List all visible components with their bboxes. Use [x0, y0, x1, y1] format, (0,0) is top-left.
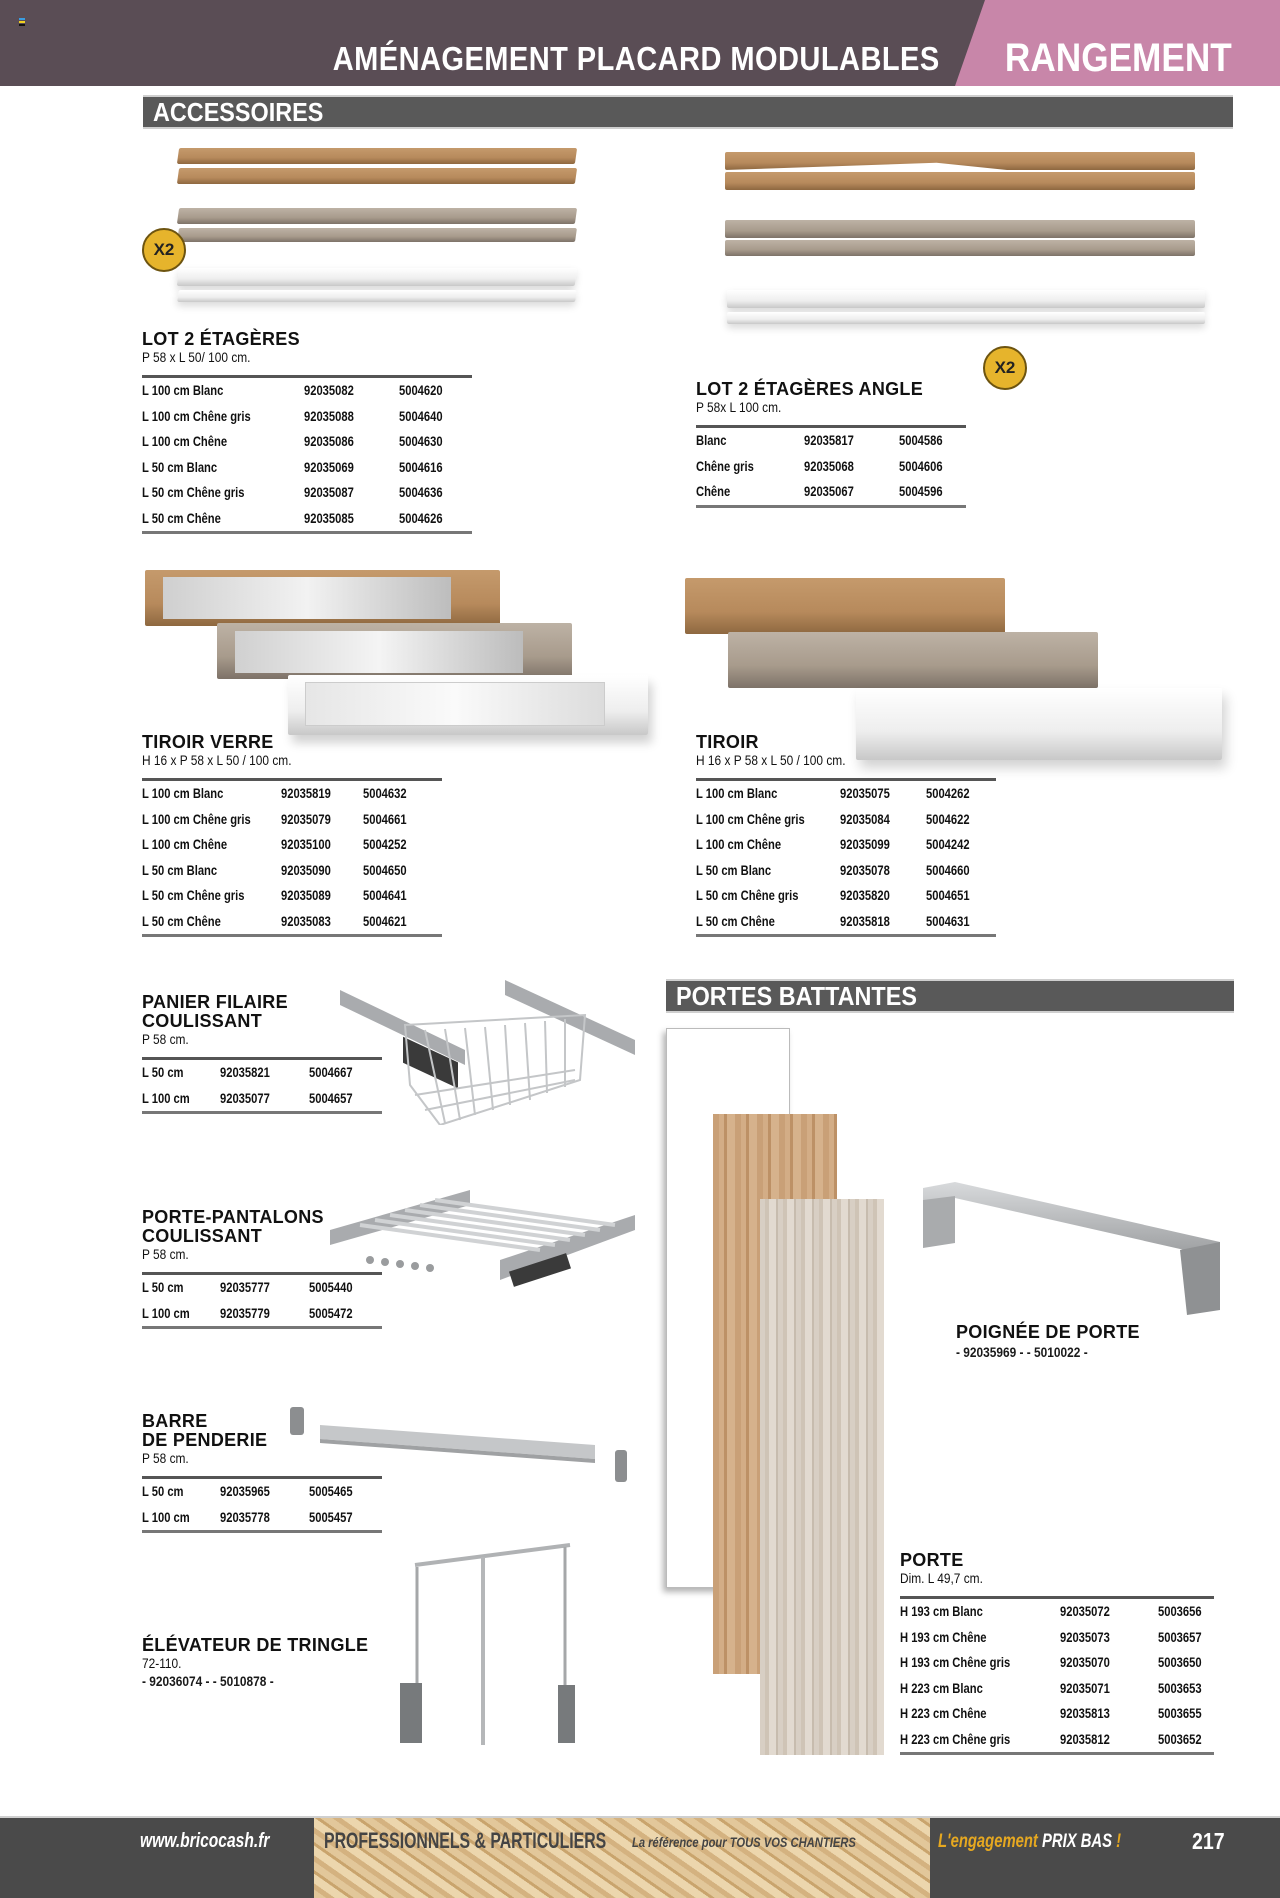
table-row: H 193 cm Chêne 92035073 5003657: [900, 1628, 1202, 1645]
table-row: L 50 cm Chêne gris 92035820 5004651: [696, 887, 970, 903]
product-dimensions: Dim. L 49,7 cm.: [900, 1570, 983, 1586]
quantity-badge: X2: [142, 228, 186, 272]
prix-bas-label: PRIX BAS: [1041, 1831, 1113, 1852]
reference-table: [142, 375, 472, 534]
reference-table: [696, 425, 966, 508]
footer-tagline: PROFESSIONNELS & PARTICULIERS: [324, 1828, 607, 1853]
product-references: - 92036074 - - 5010878 -: [142, 1673, 274, 1689]
product-title: LOT 2 ÉTAGÈRES ANGLE: [696, 379, 924, 399]
page-title: AMÉNAGEMENT PLACARD MODULABLES: [333, 40, 940, 77]
product-dimensions: P 58 cm.: [142, 1031, 189, 1047]
reference-table: [142, 1057, 382, 1114]
door-handle-image: [915, 1180, 1225, 1320]
corner-shelves-image: [715, 140, 1215, 340]
product-title: ÉLÉVATEUR DE TRINGLE: [142, 1635, 369, 1655]
table-row: H 193 cm Chêne gris 92035070 5003650: [900, 1654, 1202, 1670]
table-row: H 193 cm Blanc 92035072 5003656: [900, 1603, 1202, 1619]
table-row: L 100 cm Blanc 92035075 5004262: [696, 785, 970, 801]
product-title-line2: DE PENDERIE: [142, 1430, 268, 1450]
table-row: L 100 cm Chêne 92035100 5004252: [142, 836, 407, 852]
table-row: L 50 cm 92035821 5004667: [142, 1064, 353, 1080]
reference-table: [142, 1272, 382, 1329]
table-row: L 50 cm Chêne gris 92035089 5004641: [142, 887, 407, 903]
product-title: TIROIR: [696, 732, 759, 752]
product-dimensions: P 58 cm.: [142, 1246, 189, 1262]
wardrobe-lift-image: [395, 1535, 575, 1750]
shelves-image: [170, 140, 590, 320]
engagement-label: L'engagement: [938, 1831, 1038, 1852]
table-row: Blanc 92035817 5004586: [696, 432, 943, 448]
print-registration-mark: [19, 18, 25, 28]
table-row: L 50 cm Chêne gris 92035087 5004636: [142, 484, 443, 500]
table-row: L 50 cm Chêne 92035083 5004621: [142, 912, 407, 929]
table-row: H 223 cm Blanc 92035071 5003653: [900, 1679, 1202, 1696]
door-grey-oak-image: [760, 1199, 884, 1755]
table-row: L 100 cm Chêne gris 92035079 5004661: [142, 810, 407, 827]
table-row: L 50 cm Blanc 92035078 5004660: [696, 861, 970, 878]
footer-engagement: [938, 1831, 1121, 1853]
section-accessoires: [143, 95, 1233, 129]
page-number: 217: [1192, 1828, 1225, 1854]
table-row: H 223 cm Chêne 92035813 5003655: [900, 1705, 1202, 1721]
product-dimensions: P 58 cm.: [142, 1450, 189, 1466]
table-row: L 100 cm 92035779 5005472: [142, 1304, 353, 1321]
reference-table: [142, 778, 442, 937]
category-label: RANGEMENT: [1005, 36, 1232, 80]
table-row: Chêne 92035067 5004596: [696, 483, 943, 499]
product-tiroir-verre: [142, 733, 442, 937]
reference-table: [696, 778, 996, 937]
product-title: LOT 2 ÉTAGÈRES: [142, 329, 300, 349]
product-dimensions: P 58 x L 50/ 100 cm.: [142, 349, 251, 365]
table-row: L 100 cm Chêne gris 92035088 5004640: [142, 407, 443, 424]
product-porte: [900, 1551, 1214, 1755]
exclamation: !: [1116, 1831, 1122, 1852]
table-row: L 50 cm 92035777 5005440: [142, 1279, 353, 1295]
product-lot-etageres-angle: [696, 380, 966, 508]
table-row: L 50 cm 92035965 5005465: [142, 1483, 353, 1499]
table-row: L 100 cm 92035778 5005457: [142, 1508, 353, 1525]
product-title-line2: COULISSANT: [142, 1011, 262, 1031]
table-row: L 100 cm Blanc 92035082 5004620: [142, 382, 443, 398]
footer-reference: La référence pour TOUS VOS CHANTIERS: [632, 1834, 856, 1850]
product-title: PANIER FILAIRE: [142, 992, 288, 1012]
product-title: TIROIR VERRE: [142, 732, 274, 752]
product-title: POIGNÉE DE PORTE: [956, 1322, 1140, 1342]
product-dimensions: P 58x L 100 cm.: [696, 399, 782, 415]
product-references: - 92035969 - - 5010022 -: [956, 1344, 1088, 1360]
product-lot-etageres: [142, 330, 472, 534]
product-elevateur: [142, 1636, 382, 1689]
product-title: PORTE: [900, 1550, 964, 1570]
table-row: Chêne gris 92035068 5004606: [696, 457, 943, 474]
table-row: L 100 cm Chêne gris 92035084 5004622: [696, 810, 970, 827]
table-row: L 100 cm 92035077 5004657: [142, 1089, 353, 1106]
product-title-line2: COULISSANT: [142, 1226, 262, 1246]
section-title: PORTES BATTANTES: [676, 981, 917, 1011]
table-row: L 50 cm Blanc 92035090 5004650: [142, 861, 407, 878]
product-tiroir: [696, 733, 996, 937]
product-porte-pantalons: [142, 1208, 382, 1329]
table-row: L 100 cm Chêne 92035099 5004242: [696, 836, 970, 852]
glass-drawer-image: [145, 565, 655, 760]
product-dimensions: H 16 x P 58 x L 50 / 100 cm.: [142, 752, 292, 768]
reference-table: [900, 1596, 1214, 1755]
table-row: L 100 cm Blanc 92035819 5004632: [142, 785, 407, 801]
table-row: H 223 cm Chêne gris 92035812 5003652: [900, 1730, 1202, 1747]
product-title: PORTE-PANTALONS: [142, 1207, 324, 1227]
reference-table: [142, 1476, 382, 1533]
table-row: L 50 cm Chêne 92035818 5004631: [696, 912, 970, 929]
website-link[interactable]: www.bricocash.fr: [140, 1830, 270, 1852]
product-title: BARRE: [142, 1411, 208, 1431]
product-dimensions: 72-110.: [142, 1655, 182, 1671]
table-row: L 50 cm Chêne 92035085 5004626: [142, 509, 443, 526]
product-barre-penderie: [142, 1412, 382, 1533]
table-row: L 50 cm Blanc 92035069 5004616: [142, 458, 443, 475]
table-row: L 100 cm Chêne 92035086 5004630: [142, 433, 443, 449]
product-poignee: [956, 1323, 1186, 1360]
product-panier-filaire: [142, 993, 382, 1114]
section-title: ACCESSOIRES: [153, 97, 324, 127]
product-dimensions: H 16 x P 58 x L 50 / 100 cm.: [696, 752, 846, 768]
section-portes-battantes: [666, 979, 1234, 1013]
quantity-badge: X2: [983, 346, 1027, 390]
